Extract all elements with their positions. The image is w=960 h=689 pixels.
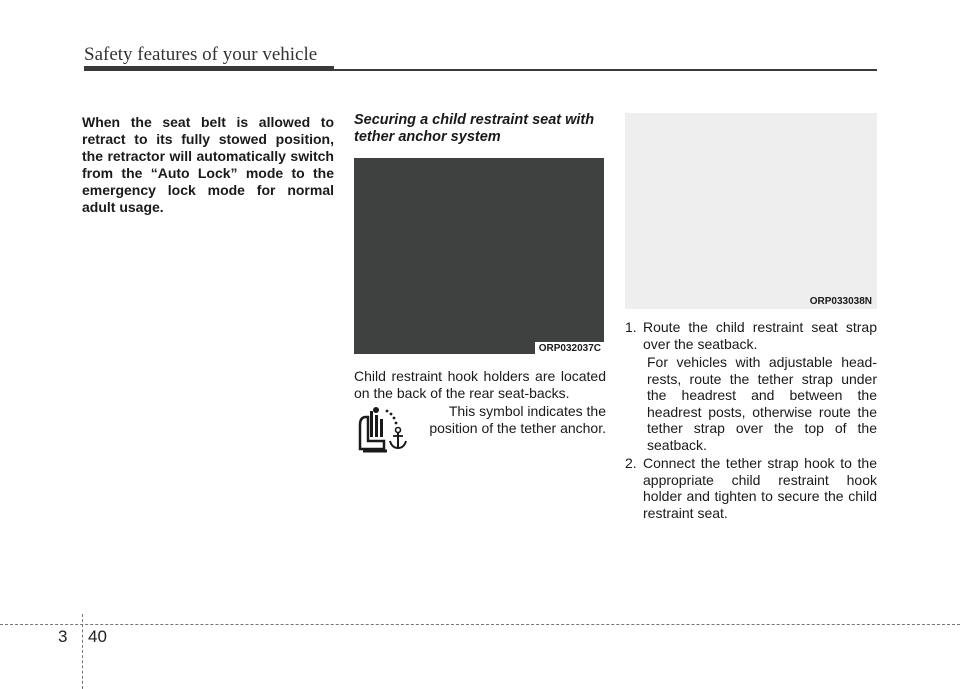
page-header-title: Safety features of your vehicle bbox=[84, 44, 318, 65]
step-number: 1. bbox=[625, 319, 637, 335]
step-note: For vehicles with adjustable head-rests, route the tether strap under the headrest and between the headrest posts, otherwise route the tether strap over the top of the seatback. bbox=[647, 354, 877, 453]
steps-list bbox=[625, 319, 877, 521]
footer-divider bbox=[82, 614, 83, 689]
seat-back-photo bbox=[354, 158, 604, 354]
list-item bbox=[625, 319, 877, 352]
column-left bbox=[82, 110, 334, 216]
photo-code-label: ORP033038N bbox=[809, 296, 872, 307]
tether-strap-photo bbox=[625, 113, 877, 309]
column-right bbox=[625, 113, 877, 521]
photo-code-label: ORP032037C bbox=[535, 342, 604, 354]
footer-rule bbox=[0, 624, 960, 625]
header-rule-thin bbox=[334, 69, 877, 71]
hook-holders-paragraph: Child restraint hook holders are located on the back of the rear seat-backs. bbox=[354, 368, 606, 401]
step-text: Connect the tether strap hook to the appropriate child restraint hook holder and tighten to secure the child restraint seat. bbox=[643, 455, 877, 521]
header-rule-thick bbox=[84, 66, 334, 71]
column-middle bbox=[354, 110, 606, 453]
symbol-row bbox=[354, 403, 606, 453]
auto-lock-paragraph: When the seat belt is allowed to retract to its fully stowed position, the retractor will automatically switch from the “Auto Lock” mode to the emergency lock mode for normal adult usage. bbox=[82, 114, 334, 215]
tether-anchor-icon bbox=[354, 405, 412, 453]
page-number: 40 bbox=[88, 627, 107, 646]
symbol-description: This symbol indicates the position of the tether anchor. bbox=[429, 403, 606, 436]
section-subheading: Securing a child restraint seat with tether anchor system bbox=[354, 112, 595, 145]
step-number: 2. bbox=[625, 455, 637, 471]
list-item bbox=[625, 455, 877, 521]
chapter-number: 3 bbox=[58, 627, 68, 646]
step-text: Route the child restraint seat strap over the seatback. bbox=[643, 319, 877, 352]
